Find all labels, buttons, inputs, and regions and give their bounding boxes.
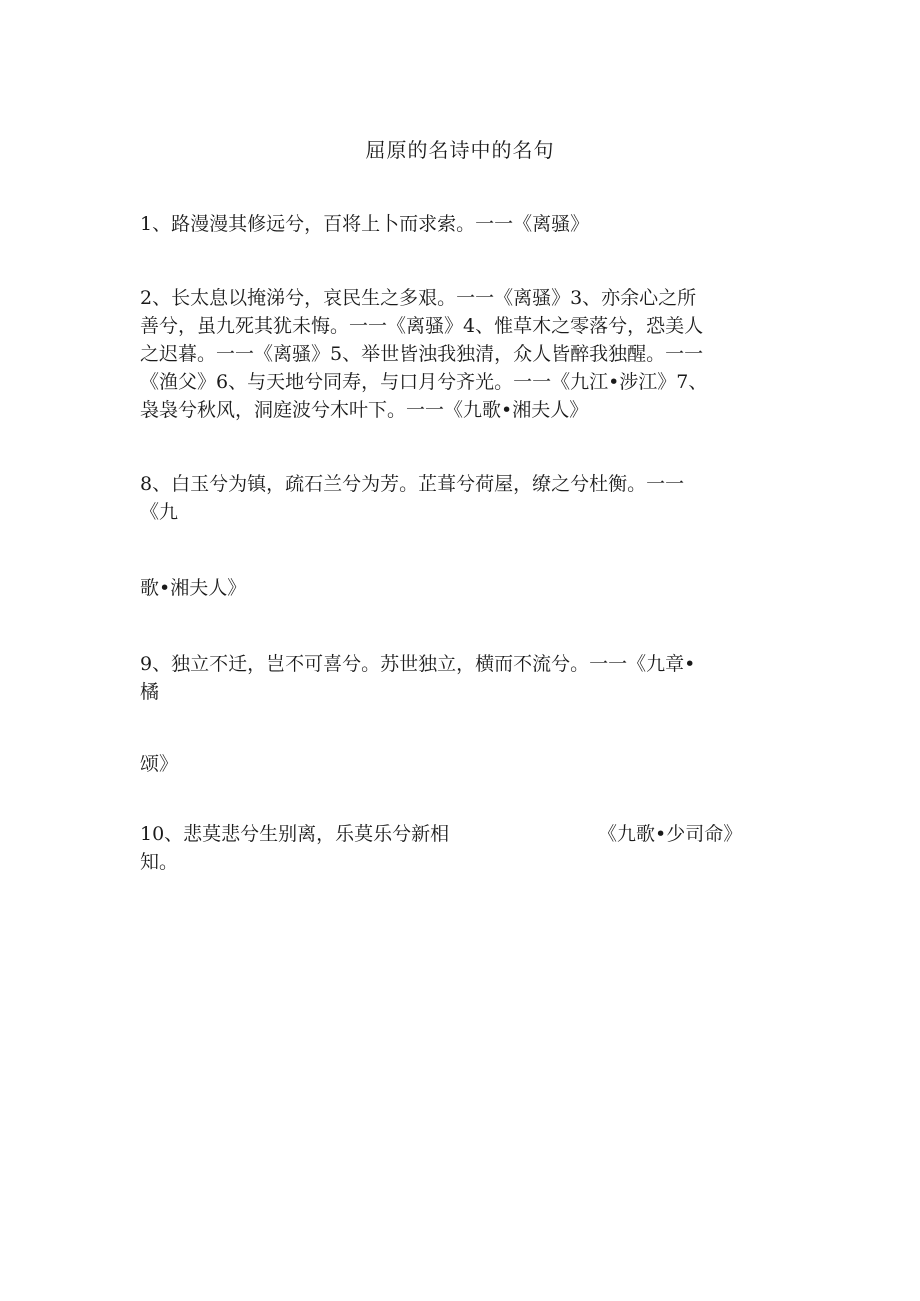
text-line: 善兮，虽九死其犹未悔。一一《离骚》4、惟草木之零落兮，恐美人	[140, 315, 704, 337]
text-line: 1、路漫漫其修远兮，百将上卜而求索。一一《离骚》	[140, 213, 590, 235]
text-line: 《九	[140, 501, 179, 523]
text-line: 9、独立不迁，岂不可喜兮。苏世独立，横而不流兮。一一《九章•	[140, 653, 696, 675]
text-line: 之迟暮。一一《离骚》5、举世皆浊我独清，众人皆醉我独醒。一一	[140, 343, 704, 365]
quote-paragraph-8	[140, 470, 780, 526]
text-line: 知。	[140, 851, 179, 873]
quote-source-10: 《九歌•少司命》	[598, 823, 743, 845]
text-line: 歌•湘夫人》	[140, 577, 247, 599]
quote-paragraph-2	[140, 284, 780, 424]
page-title: 屈原的名诗中的名句	[365, 138, 555, 162]
text-line: 2、长太息以掩涕兮，哀民生之多艰。一一《离骚》3、亦余心之所	[140, 287, 697, 309]
text-line: 橘	[140, 681, 160, 703]
text-line: 颂》	[140, 753, 179, 775]
quote-paragraph-9	[140, 650, 780, 706]
text-line: 《渔父》6、与天地兮同寿，与口月兮齐光。一一《九江•涉江》7、	[140, 371, 708, 393]
quote-paragraph-9-continued	[140, 750, 780, 778]
text-line: 10、悲莫悲兮生别离，乐莫乐兮新相	[140, 823, 450, 845]
text-line: 袅袅兮秋风，洞庭波兮木叶下。一一《九歌•湘夫人》	[140, 399, 589, 421]
quote-paragraph-8-continued	[140, 574, 780, 602]
text-line: 8、白玉兮为镇，疏石兰兮为芳。芷葺兮荷屋，缭之兮杜衡。一一	[140, 473, 685, 495]
quote-paragraph-1	[140, 210, 780, 238]
